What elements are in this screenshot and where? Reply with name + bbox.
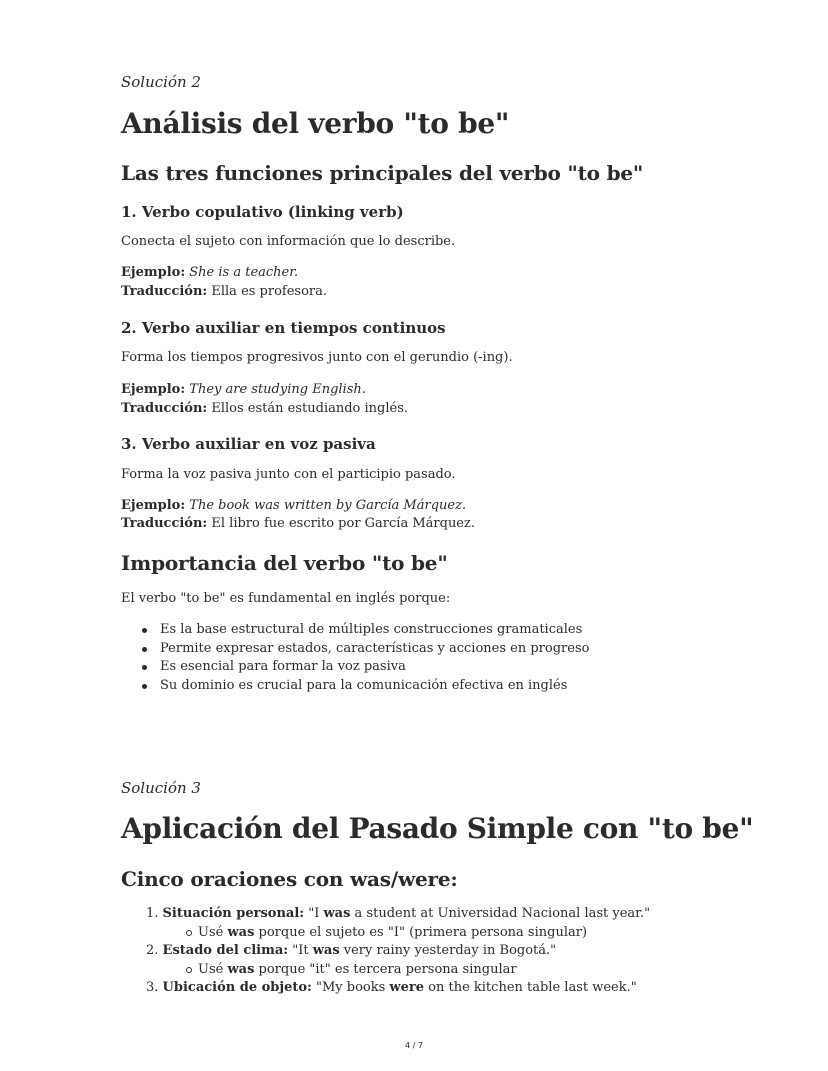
example-text: The book was written by García Márquez.: [189, 498, 467, 513]
translation-text: Ella es profesora.: [211, 284, 328, 299]
list-item-text: Permite expresar estados, características y acciones en progreso: [160, 640, 590, 656]
importance-list: [160, 622, 589, 696]
section-heading: Importancia del verbo "to be": [121, 551, 448, 575]
translation-text: Ellos están estudiando inglés.: [211, 401, 409, 416]
translation-label: Traducción:: [121, 401, 208, 416]
example-label: Ejemplo:: [121, 382, 186, 397]
list-item-text: Es la base estructural de múltiples construcciones gramaticales: [160, 622, 583, 637]
circle-bullet-icon: [186, 930, 192, 936]
list-item: [160, 678, 589, 697]
function-description: Conecta el sujeto con información que lo describe.: [121, 234, 456, 249]
translation-label: Traducción:: [121, 516, 208, 531]
function-heading: 1. Verbo copulativo (linking verb): [121, 203, 404, 221]
translation-text: El libro fue escrito por García Márquez.: [211, 516, 475, 531]
bullet-icon: [142, 665, 147, 670]
sentence-item: 1. Situación personal: "I was a student at Universidad Nacional last year.": [146, 906, 651, 921]
sentence-item: 3. Ubicación de objeto: "My books were on the kitchen table last week.": [146, 980, 637, 995]
example-label: Ejemplo:: [121, 498, 186, 513]
circle-bullet-icon: [186, 967, 192, 973]
list-item: [160, 659, 589, 678]
sentence-list: [146, 906, 650, 999]
solution-label: Solución 2: [121, 73, 201, 91]
list-item-text: Es esencial para formar la voz pasiva: [160, 659, 406, 674]
bullet-icon: [142, 647, 147, 652]
example-line: [121, 382, 366, 397]
sentence-note: Usé was porque "it" es tercera persona singular: [146, 962, 650, 981]
function-description: Forma la voz pasiva junto con el participio pasado.: [121, 467, 456, 482]
section-heading: Cinco oraciones con was/were:: [121, 867, 458, 891]
bullet-icon: [142, 628, 147, 633]
example-line: [121, 498, 466, 513]
sentence-note: Usé was porque el sujeto es "I" (primera persona singular): [146, 925, 650, 944]
function-heading: 2. Verbo auxiliar en tiempos continuos: [121, 319, 446, 337]
translation-line: [121, 284, 327, 299]
page-number: 4 / 7: [405, 1041, 423, 1050]
example-line: [121, 265, 298, 280]
page-title: Aplicación del Pasado Simple con "to be": [121, 812, 754, 845]
section-heading: Las tres funciones principales del verbo "to be": [121, 161, 644, 185]
list-item: [160, 641, 589, 660]
page-title: Análisis del verbo "to be": [121, 107, 510, 140]
example-label: Ejemplo:: [121, 265, 186, 280]
function-heading: 3. Verbo auxiliar en voz pasiva: [121, 435, 376, 453]
list-item: [160, 622, 589, 641]
list-item-text: Su dominio es crucial para la comunicación efectiva en inglés: [160, 677, 568, 693]
example-text: She is a teacher.: [189, 265, 299, 280]
sentence-item: 2. Estado del clima: "It was very rainy yesterday in Bogotá.": [146, 943, 557, 958]
function-description: Forma los tiempos progresivos junto con el gerundio (-ing).: [121, 350, 513, 365]
translation-line: [121, 516, 475, 531]
example-text: They are studying English.: [189, 382, 366, 397]
translation-line: [121, 401, 408, 416]
bullet-icon: [142, 684, 147, 689]
importance-intro: El verbo "to be" es fundamental en inglés porque:: [121, 591, 451, 606]
solution-label: Solución 3: [121, 779, 201, 797]
translation-label: Traducción:: [121, 284, 208, 299]
